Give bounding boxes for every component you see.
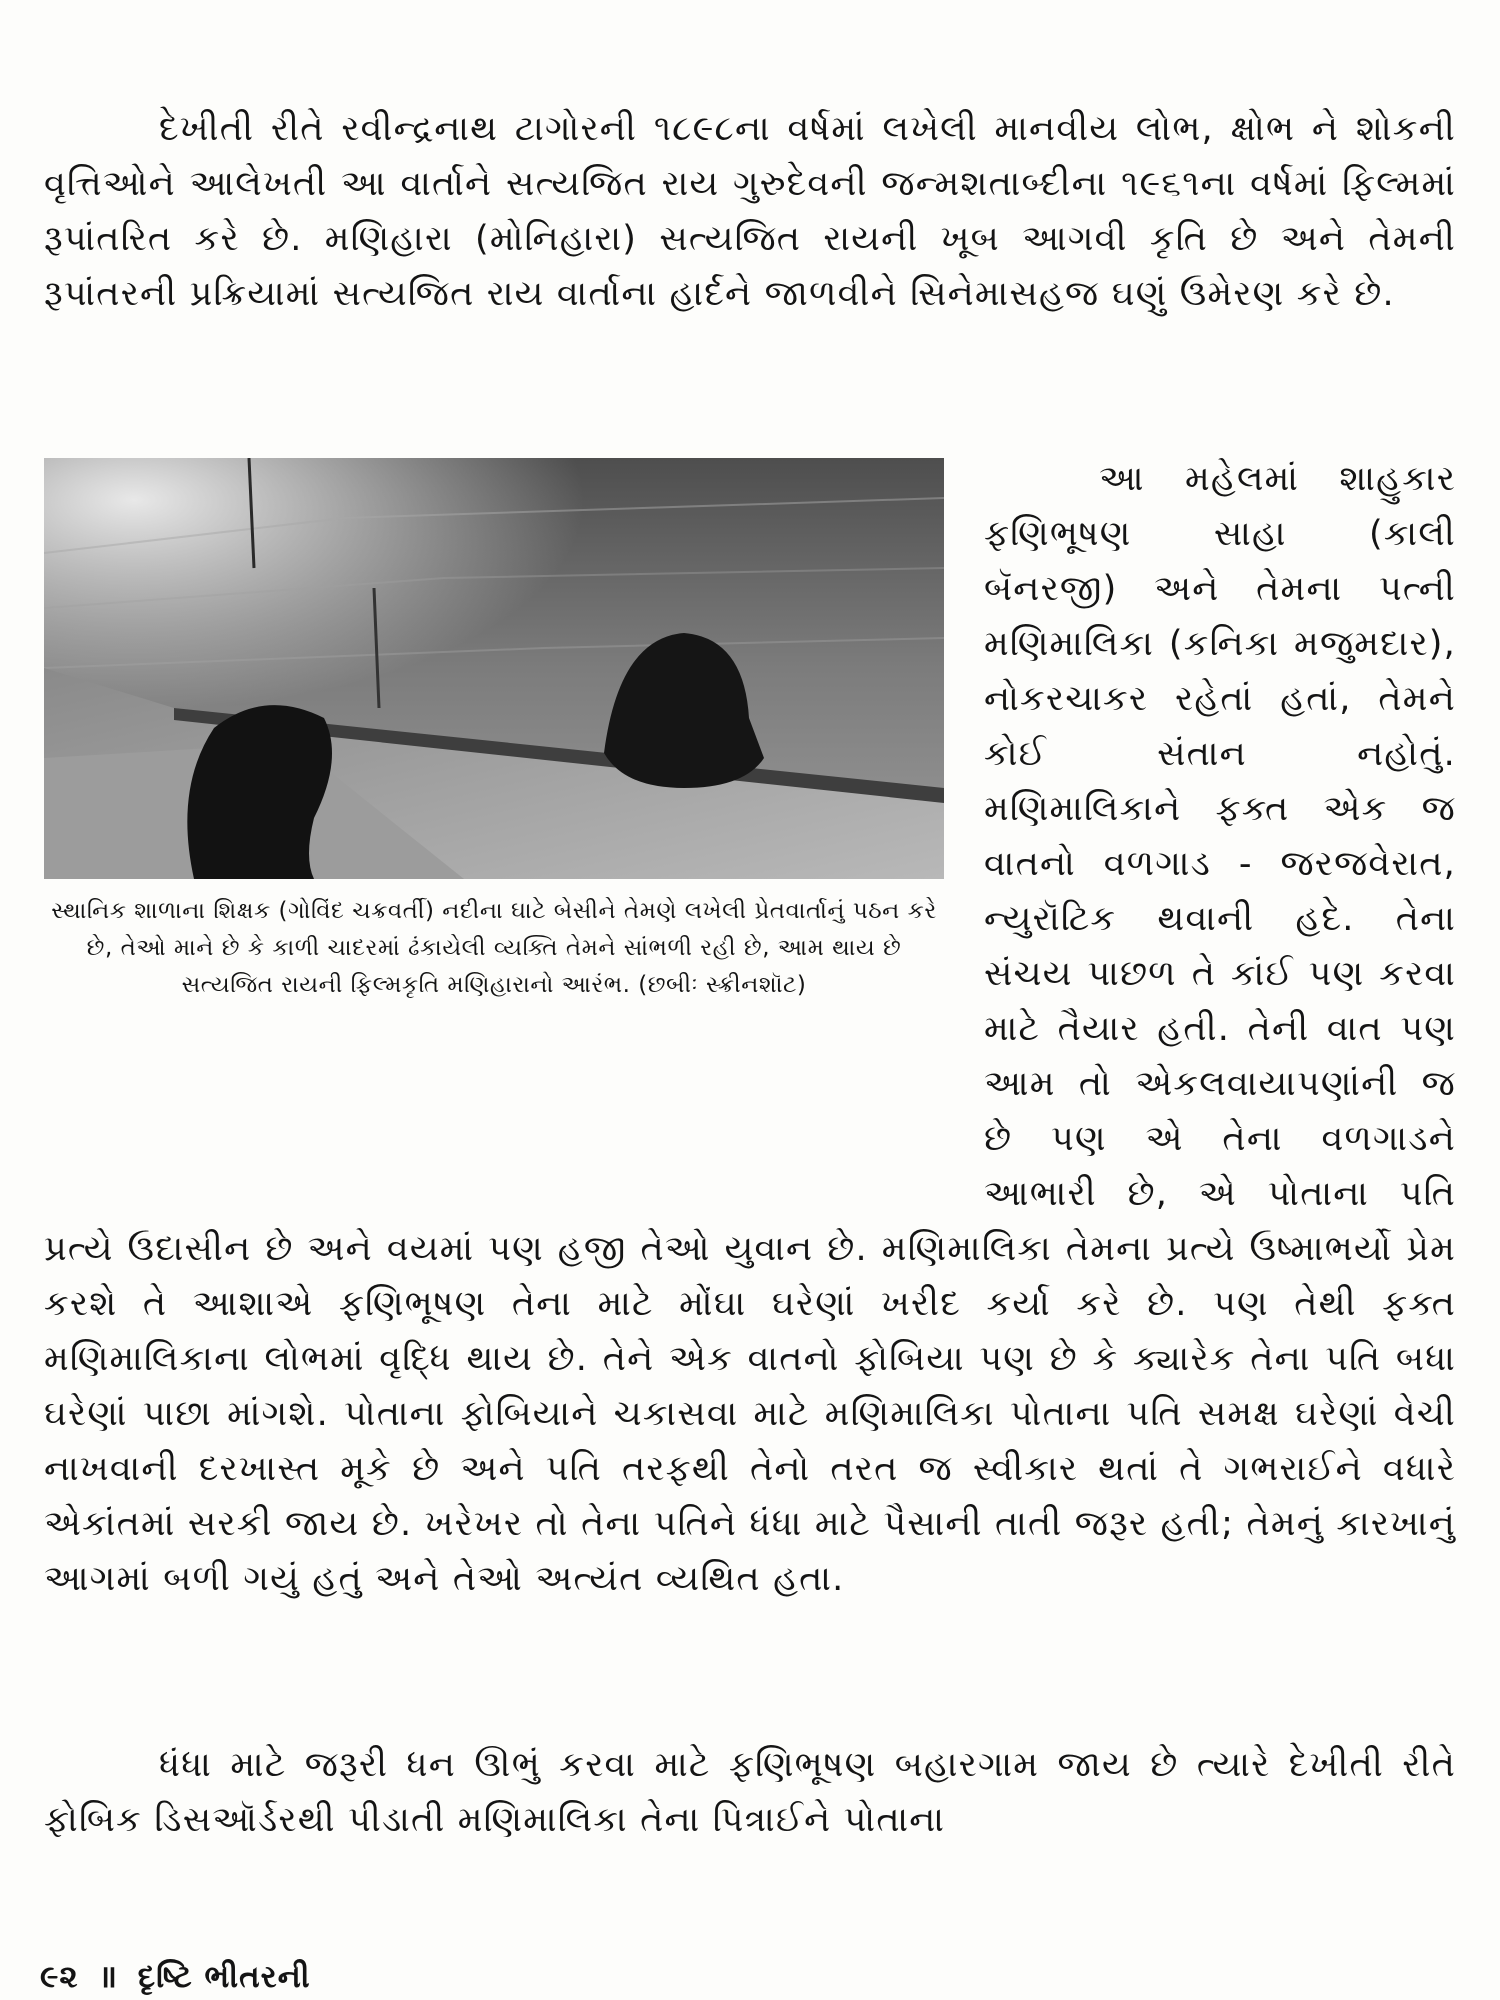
film-still-photo <box>44 458 944 879</box>
book-title: દૃષ્ટિ ભીતરની <box>137 1959 311 1995</box>
page-footer <box>40 1955 311 1997</box>
footer-separator: ॥ <box>98 1959 118 1995</box>
figure <box>44 458 954 1183</box>
paragraph-continuation: ધંધા માટે જરૂરી ધન ઊભું કરવા માટે ફણિભૂષણ બહારગામ જાય છે ત્યારે દેખીતી રીતે ફોબિક ડિસઑર્ડરથી પીડાતી મણિમાલિકા તેના પિત્રાઈને પોતાના <box>44 1745 1456 1840</box>
paragraph-story <box>44 452 1456 1607</box>
paragraph-story-text: આ મહેલમાં શાહુકાર ફણિભૂષણ સાહા (કાલી બૅનરજી) અને તેમના પત્ની મણિમાલિકા (કનિકા મજુમદાર), નોકરચાકર રહેતાં હતાં, તેમને કોઈ સંતાન નહોતું. મણિમાલિકાને ફક્ત એક જ વાતનો વળગાડ - જરજવેરાત, ન્યુરૉટિક થવાની હદે. તેના સંચય પાછળ તે કાંઈ પણ કરવા માટે તૈયાર હતી. તેની વાત પણ આમ તો એકલવાયાપણાંની જ છે પણ એ તેના વળગાડને આભારી છે, એ પોતાના પતિ પ્રત્યે ઉદાસીન છે અને વયમાં પણ હજી તેઓ યુવાન છે. મણિમાલિકા તેમના પ્રત્યે ઉષ્માભર્યો પ્રેમ કરશે તે આશાએ ફણિભૂષણ તેના માટે મોંઘા ઘરેણાં ખરીદ કર્યા કરે છે. પણ તેથી ફક્ત મણિમાલિકાના લોભમાં વૃદ્ધિ થાય છે. તેને એક વાતનો ફોબિયા પણ છે કે ક્યારેક તેના પતિ બધા ઘરેણાં પાછા માંગશે. પોતાના ફોબિયાને ચકાસવા માટે મણિમાલિકા પોતાના પતિ સમક્ષ ઘરેણાં વેચી નાખવાની દરખાસ્ત મૂકે છે અને પતિ તરફથી તેનો તરત જ સ્વીકાર થતાં તે ગભરાઈને વધારે એકાંતમાં સરકી જાય છે. ખરેખર તો તેના પતિને ધંધા માટે પૈસાની તાતી જરૂર હતી; તેમનું કારખાનું આગમાં બળી ગયું હતું અને તેઓ અત્યંત વ્યથિત હતા. <box>44 459 1456 1599</box>
page-number: ૯૨ <box>40 1959 79 1995</box>
paragraph-intro: દેખીતી રીતે રવીન્દ્રનાથ ટાગોરની ૧૮૯૮ના વર્ષમાં લખેલી માનવીય લોભ, ક્ષોભ ને શોકની વૃત્તિઓને આલેખતી આ વાર્તાને સત્યજિત રાય ગુરુદેવની જન્મશતાબ્દીના ૧૯૬૧ના વર્ષમાં ફિલ્મમાં રૂપાંતરિત કરે છે. મણિહારા (મોનિહારા) સત્યજિત રાયની ખૂબ આગવી કૃતિ છે અને તેમની રૂપાંતરની પ્રક્રિયામાં સત્યજિત રાય વાર્તાના હાર્દને જાળવીને સિનેમાસહજ ઘણું ઉમેરણ કરે છે. <box>44 109 1456 314</box>
photo-caption: સ્થાનિક શાળાના શિક્ષક (ગોવિંદ ચક્રવર્તી) નદીના ઘાટે બેસીને તેમણે લખેલી પ્રેતવાર્તાનું પઠન કરે છે, તેઓ માને છે કે કાળી ચાદરમાં ઢંકાયેલી વ્યક્તિ તેમને સાંભળી રહી છે, આમ થાય છે સત્યજિત રાયની ફિલ્મકૃતિ મણિહારાનો આરંભ. (છબીઃ સ્ક્રીનશૉટ) <box>51 898 937 998</box>
